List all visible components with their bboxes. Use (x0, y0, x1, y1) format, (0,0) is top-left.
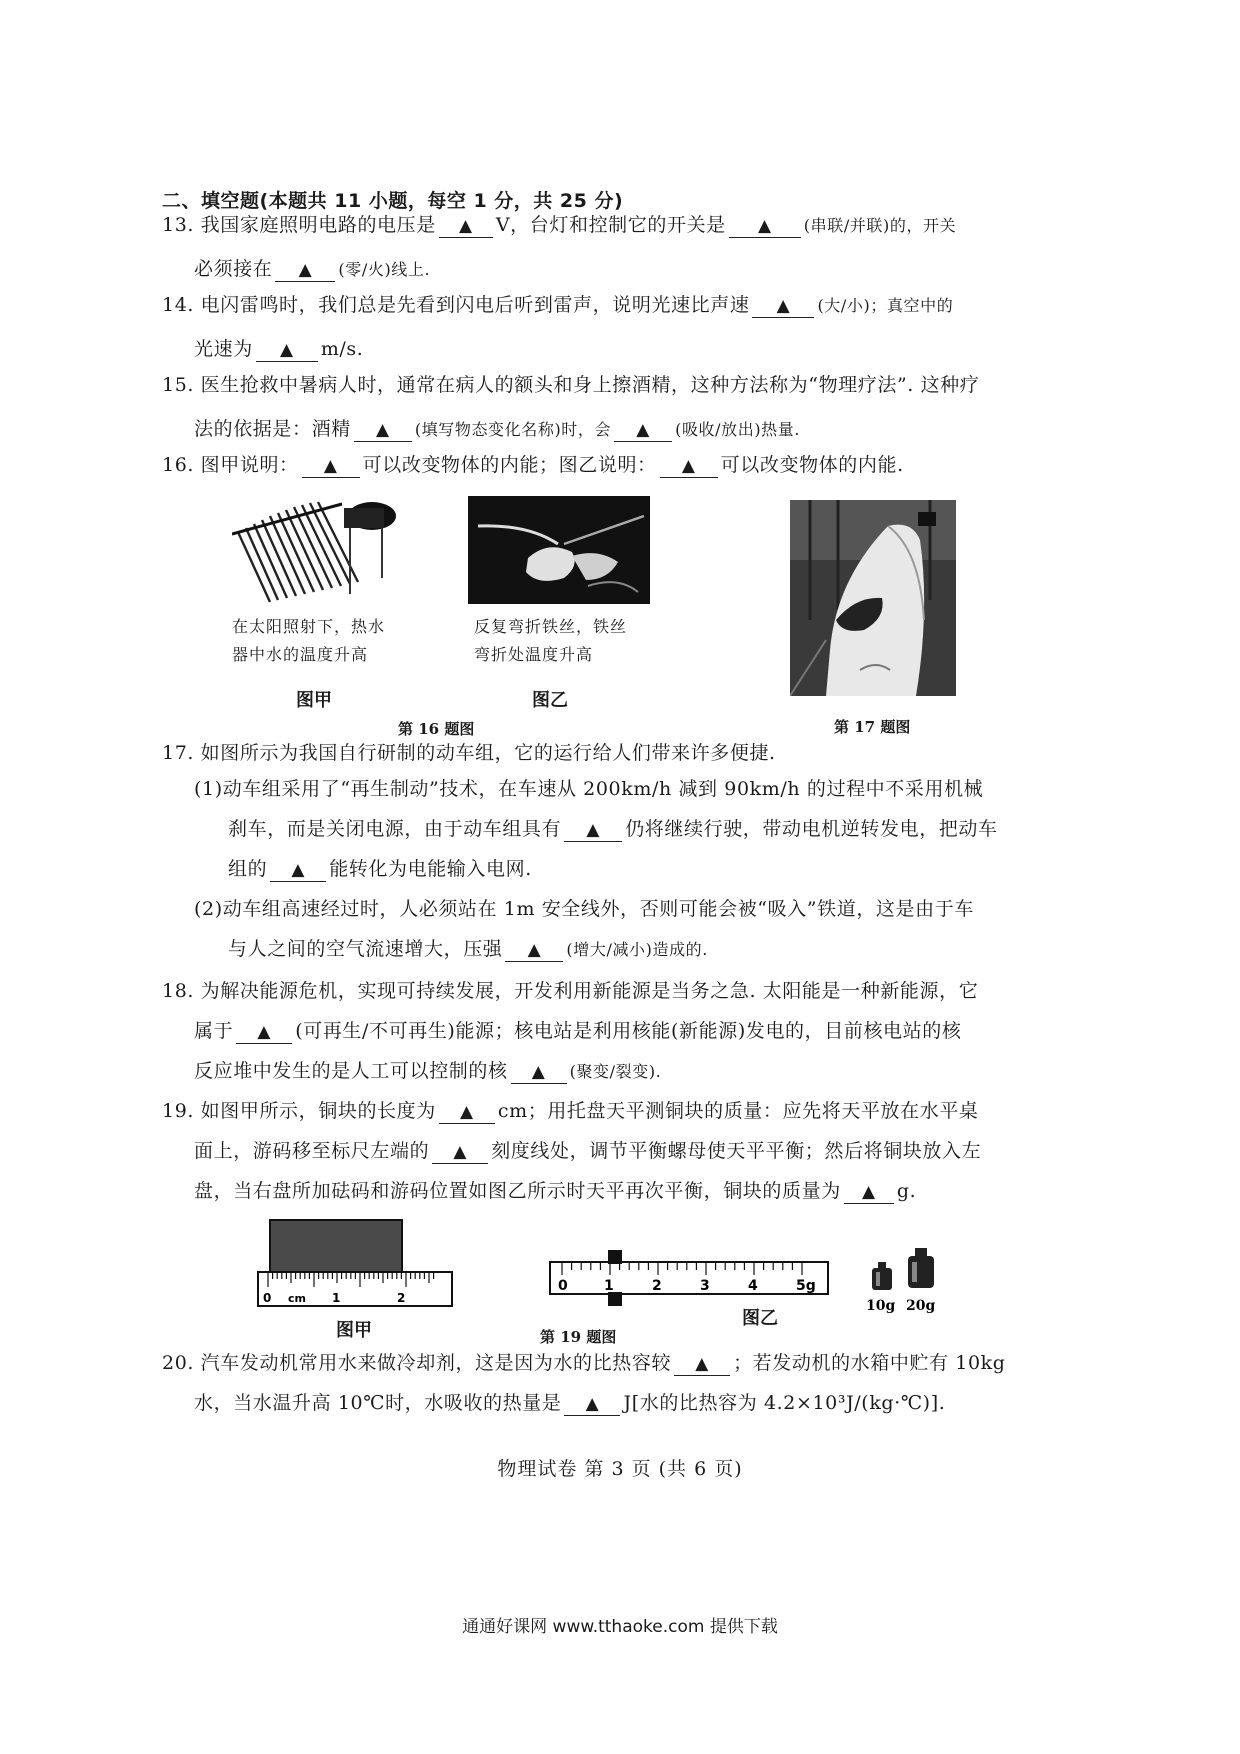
q14-blank-1[interactable]: ▲ (752, 295, 814, 318)
q19-blank-3[interactable]: ▲ (844, 1181, 894, 1204)
q15-line-1: 15. 医生抢救中暑病人时，通常在病人的额头和身上擦酒精，这种方法称为“物理疗法”. 这种疗 (162, 374, 980, 396)
q17-line-5: (2)动车组高速经过时，人必须站在 1m 安全线外，否则可能会被“吸入”铁道，这是由于车 (194, 898, 974, 920)
weight-20g-label: 20g (906, 1298, 936, 1314)
q15-line-2: 法的依据是：酒精 ▲ (填写物态变化名称)时，会 ▲ (吸收/放出)热量. (194, 418, 801, 440)
q14-line-1: 14. 电闪雷鸣时，我们总是先看到闪电后听到雷声，说明光速比声速 ▲ (大/小)；真空中的 (162, 294, 954, 316)
q17-line-4: 组的 ▲ 能转化为电能输入电网. (228, 858, 532, 880)
q19-line-1: 19. 如图甲所示，铜块的长度为 ▲ cm；用托盘天平测铜块的质量：应先将天平放在水平桌 (162, 1100, 979, 1122)
q19-line-3: 盘，当右盘所加砝码和游码位置如图乙所示时天平再次平衡，铜块的质量为 ▲ g. (194, 1180, 917, 1202)
download-notice: 通通好课网 www.tthaoke.com 提供下载 (462, 1617, 778, 1637)
q17-line-6: 与人之间的空气流速增大，压强 ▲ (增大/减小)造成的. (228, 938, 708, 960)
fig16a-caption-2: 器中水的温度升高 (232, 645, 369, 664)
ruler-label-cm: cm (288, 1292, 306, 1305)
q18-line-2: 属于 ▲ (可再生/不可再生)能源；核电站是利用核能(新能源)发电的，目前核电站的核 (194, 1020, 962, 1042)
q17-line-3: 刹车，而是关闭电源，由于动车组具有 ▲ 仍将继续行驶，带动电机逆转发电，把动车 (228, 818, 998, 840)
q16-blank-1[interactable]: ▲ (302, 455, 360, 478)
page-footer: 物理试卷 第 3 页 (共 6 页) (497, 1458, 743, 1480)
weight-10g-icon (872, 1262, 892, 1290)
high-speed-train-image (790, 500, 956, 696)
section-title: 二、填空题(本题共 11 小题，每空 1 分，共 25 分) (162, 190, 624, 212)
q17-blank-2[interactable]: ▲ (270, 859, 326, 882)
fig17-number: 第 17 题图 (834, 718, 911, 736)
ruler-with-copper-block (256, 1218, 456, 1310)
scale-label-0: 0 (558, 1278, 568, 1294)
q20-blank-1[interactable]: ▲ (674, 1353, 730, 1376)
ruler-label-2: 2 (397, 1291, 406, 1305)
scale-label-4: 4 (748, 1278, 758, 1294)
q14-line-2: 光速为 ▲ m/s. (194, 338, 364, 360)
scale-label-2: 2 (652, 1278, 662, 1294)
q18-blank-1[interactable]: ▲ (236, 1021, 292, 1044)
scale-label-1: 1 (604, 1278, 614, 1294)
q20-line-1: 20. 汽车发动机常用水来做冷却剂，这是因为水的比热容较 ▲ ；若发动机的水箱中贮有 10kg (162, 1352, 1006, 1374)
weights-image (862, 1244, 952, 1316)
q17-line-2: (1)动车组采用了“再生制动”技术，在车速从 200km/h 减到 90km/h 的过程中不采用机械 (194, 778, 984, 800)
q13-line-2: 必须接在 ▲ (零/火)线上. (194, 258, 431, 280)
q15-blank-2[interactable]: ▲ (614, 419, 672, 442)
weight-10g-label: 10g (866, 1298, 896, 1314)
ruler-label-0: 0 (263, 1291, 272, 1305)
q20-line-2: 水，当水温升高 10℃时，水吸收的热量是 ▲ J[水的比热容为 4.2×10³J/(kg·℃)]. (194, 1392, 946, 1414)
q13-text: (串联/并联)的，开关 (803, 216, 957, 235)
scale-label-5g: 5g (796, 1278, 816, 1294)
q14-blank-2[interactable]: ▲ (256, 339, 318, 362)
balance-beam-scale (546, 1248, 836, 1310)
ruler-label-1: 1 (332, 1291, 341, 1305)
q16-blank-2[interactable]: ▲ (660, 455, 718, 478)
fig19-number: 第 19 题图 (540, 1328, 617, 1346)
scale-label-3: 3 (700, 1278, 710, 1294)
fig19b-label: 图乙 (742, 1308, 778, 1329)
q13-blank-3[interactable]: ▲ (275, 259, 335, 282)
fig16b-caption-2: 弯折处温度升高 (474, 645, 594, 664)
q18-line-3: 反应堆中发生的是人工可以控制的核 ▲ (聚变/裂变). (194, 1060, 662, 1082)
fig16a-caption-1: 在太阳照射下，热水 (232, 617, 386, 636)
solar-water-heater-image (232, 498, 402, 606)
q16-line-1: 16. 图甲说明： ▲ 可以改变物体的内能；图乙说明： ▲ 可以改变物体的内能. (162, 454, 904, 476)
rider-bottom[interactable] (608, 1292, 622, 1306)
q17-blank-1[interactable]: ▲ (564, 819, 622, 842)
q17-line-1: 17. 如图所示为我国自行研制的动车组，它的运行给人们带来许多便捷. (162, 742, 776, 764)
fig16a-label: 图甲 (296, 690, 332, 711)
fig16b-caption-1: 反复弯折铁丝，铁丝 (474, 617, 628, 636)
fig19a-label: 图甲 (336, 1320, 372, 1341)
q13-text: 13. 我国家庭照明电路的电压是 (162, 214, 436, 236)
q19-line-2: 面上，游码移至标尺左端的 ▲ 刻度线处，调节平衡螺母使天平平衡；然后将铜块放入左 (194, 1140, 982, 1162)
bending-wire-image (468, 496, 650, 604)
weight-20g-icon (908, 1248, 934, 1288)
q13-text: V，台灯和控制它的开关是 (495, 214, 726, 236)
q13-line-1 (162, 212, 956, 239)
rider-top[interactable] (608, 1250, 622, 1264)
q15-blank-1[interactable]: ▲ (354, 419, 412, 442)
fig16-number: 第 16 题图 (398, 720, 475, 738)
fig16b-label: 图乙 (532, 690, 568, 711)
q19-blank-2[interactable]: ▲ (432, 1141, 488, 1164)
q20-blank-2[interactable]: ▲ (564, 1393, 620, 1416)
q17-blank-3[interactable]: ▲ (505, 939, 563, 962)
q18-line-1: 18. 为解决能源危机，实现可持续发展，开发利用新能源是当务之急. 太阳能是一种新能源，它 (162, 980, 979, 1002)
q18-blank-2[interactable]: ▲ (511, 1061, 567, 1084)
q13-blank-1[interactable]: ▲ (439, 215, 493, 238)
q19-blank-1[interactable]: ▲ (439, 1101, 495, 1124)
q13-blank-2[interactable]: ▲ (729, 215, 801, 238)
